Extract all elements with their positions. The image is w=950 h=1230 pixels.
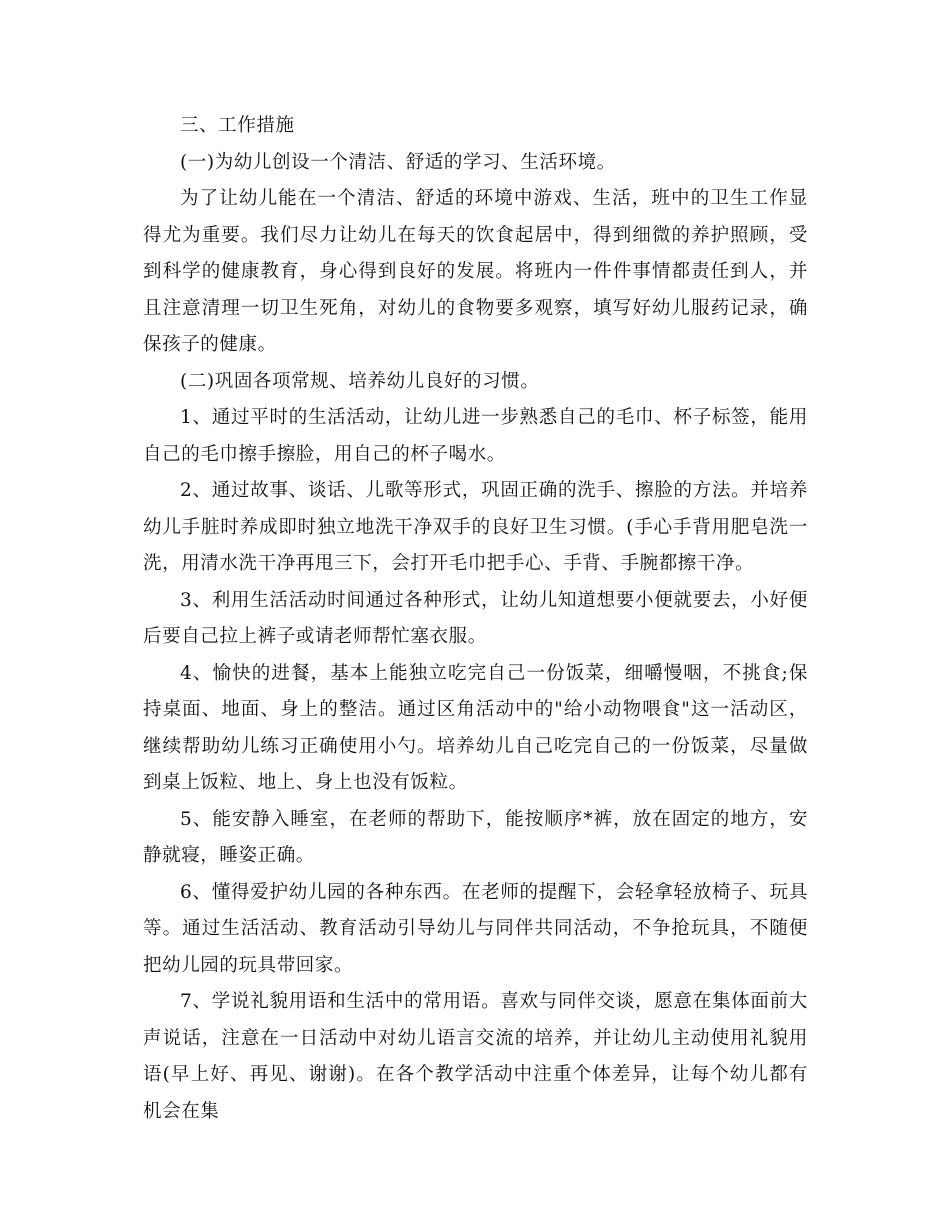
list-item-polite-language: 7、学说礼貌用语和生活中的常用语。喜欢与同伴交谈，愿意在集体面前大声说话，注意在一日活动中对幼儿语言交流的培养，并让幼儿主动使用礼貌用语(早上好、再见、谢谢)。在各个教学活动中注重个体差异，让每个幼儿都有机会在集	[143, 991, 808, 1122]
list-item-sleeping: 5、能安静入睡室，在老师的帮助下，能按顺序*裤，放在固定的地方，安静就寝，睡姿正确。	[143, 808, 808, 866]
subheading-habits: (二)巩固各项常规、培养幼儿良好的习惯。	[180, 370, 540, 392]
list-item-handwashing: 2、通过故事、谈话、儿歌等形式，巩固正确的洗手、擦脸的方法。并培养幼儿手脏时养成即时独立地洗干净双手的良好卫生习惯。(手心手背用肥皂洗一洗，用清水洗干净再甩三下，会打开毛巾把手心、手背、手腕都擦干净。	[143, 480, 808, 574]
list-item-towel-cup: 1、通过平时的生活活动，让幼儿进一步熟悉自己的毛巾、杯子标签，能用自己的毛巾擦手擦脸，用自己的杯子喝水。	[143, 407, 808, 465]
list-item-eating: 4、愉快的进餐，基本上能独立吃完自己一份饭菜，细嚼慢咽，不挑食;保持桌面、地面、身上的整洁。通过区角活动中的"给小动物喂食"这一活动区，继续帮助幼儿练习正确使用小勺。培养幼儿自己吃完自己的一份饭菜，尽量做到桌上饭粒、地上、身上也没有饭粒。	[143, 662, 808, 793]
list-item-care-for-things: 6、懂得爱护幼儿园的各种东西。在老师的提醒下，会轻拿轻放椅子、玩具等。通过生活活动、教育活动引导幼儿与同伴共同活动，不争抢玩具，不随便把幼儿园的玩具带回家。	[143, 881, 808, 976]
subheading-environment: (一)为幼儿创设一个清洁、舒适的学习、生活环境。	[180, 151, 616, 173]
paragraph-hygiene: 为了让幼儿能在一个清洁、舒适的环境中游戏、生活，班中的卫生工作显得尤为重要。我们尽力让幼儿在每天的饮食起居中，得到细微的养护照顾，受到科学的健康教育，身心得到良好的发展。将班内一件件事情都责任到人，并且注意清理一切卫生死角，对幼儿的食物要多观察，填写好幼儿服药记录，确保孩子的健康。	[143, 188, 808, 355]
section-heading: 三、工作措施	[180, 115, 295, 136]
list-item-toilet: 3、利用生活活动时间通过各种形式，让幼儿知道想要小便就要去，小好便后要自己拉上裤子或请老师帮忙塞衣服。	[143, 589, 808, 647]
document-page	[143, 108, 808, 1130]
